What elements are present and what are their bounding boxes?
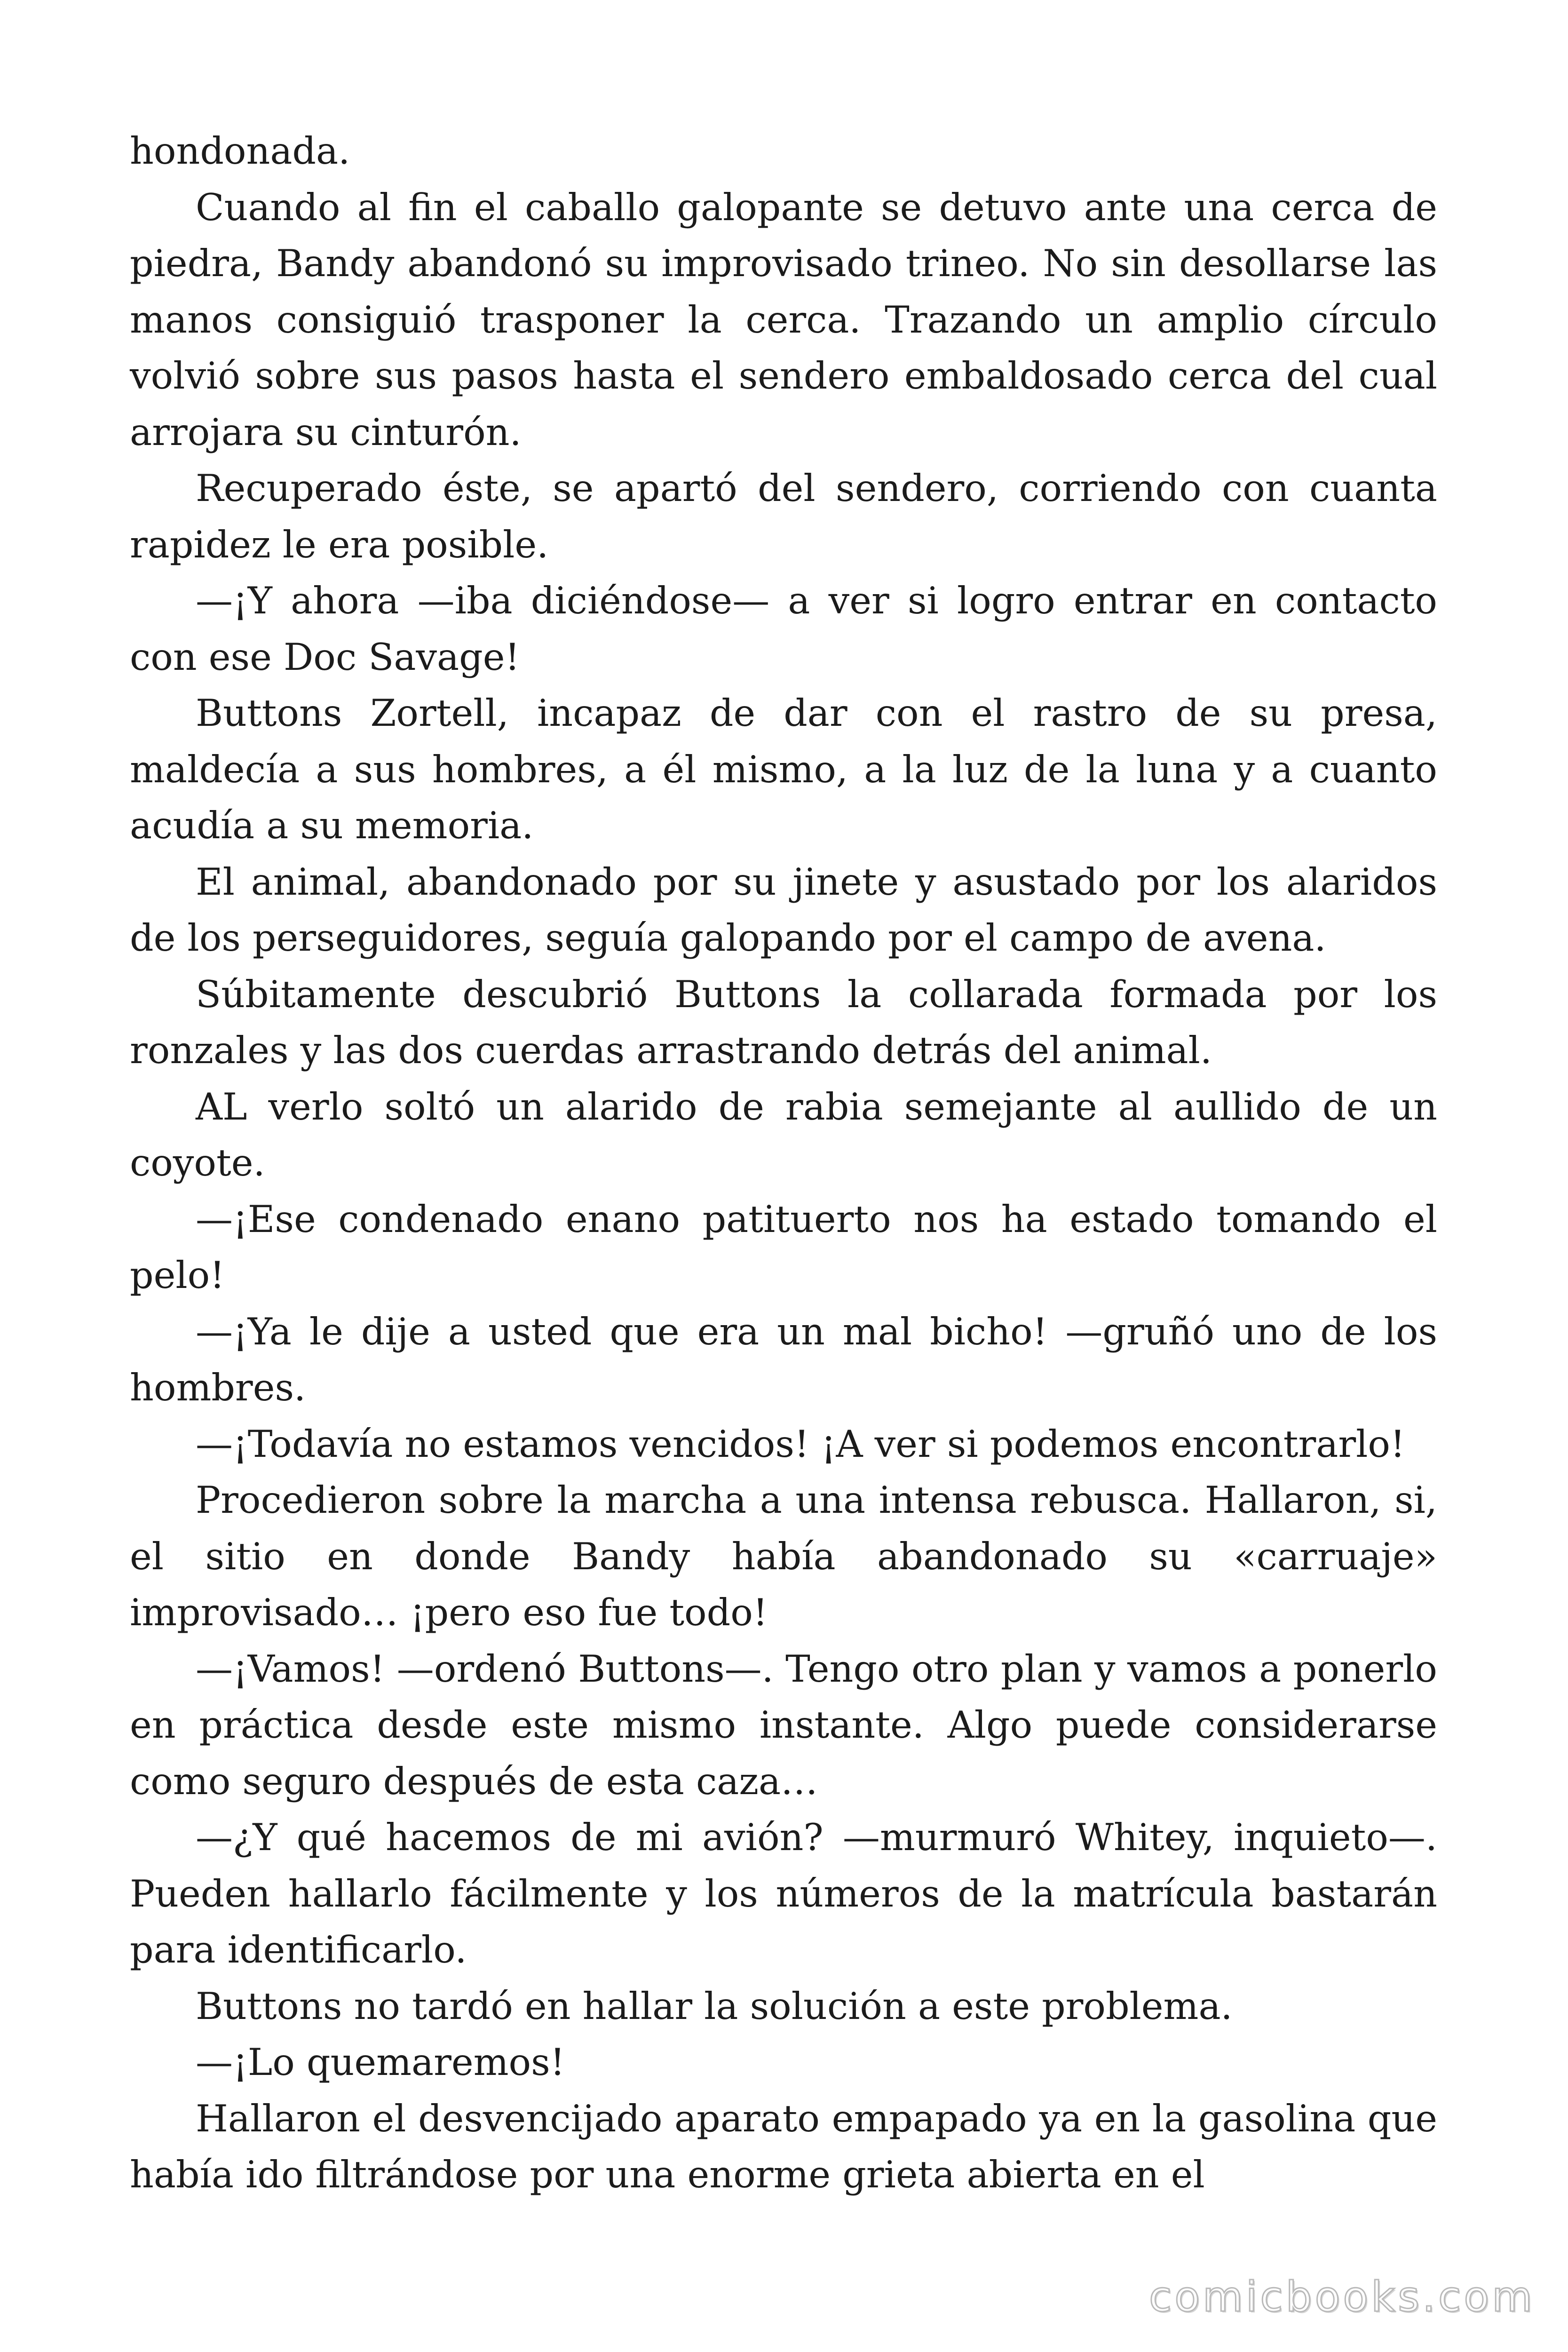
page-text	[130, 123, 1437, 2203]
dialogue-paragraph: —¡Ya le dije a usted que era un mal bicho! —gruñó uno de los hombres.	[130, 1310, 1437, 1409]
dialogue-paragraph: —¡Vamos! —ordenó Buttons—. Tengo otro plan y vamos a ponerlo en práctica desde este mismo instante. Algo puede considerarse como seguro después de esta caza…	[130, 1647, 1437, 1803]
dialogue-paragraph: —¡Todavía no estamos vencidos! ¡A ver si podemos encontrarlo!	[196, 1422, 1405, 1466]
paragraph: AL verlo soltó un alarido de rabia semejante al aullido de un coyote.	[130, 1085, 1437, 1184]
dialogue-paragraph: —¡Y ahora —iba diciéndose— a ver si logro entrar en contacto con ese Doc Savage!	[130, 579, 1437, 679]
paragraph: Cuando al fin el caballo galopante se detuvo ante una cerca de piedra, Bandy abandonó su improvisado trineo. No sin desollarse las manos consiguió trasponer la cerca. Trazando un amplio círculo volvió sobre sus pasos hasta el sendero embaldosado cerca del cual arrojara su cinturón.	[130, 185, 1437, 454]
paragraph: Hallaron el desvencijado aparato empapado ya en la gasolina que había ido filtrándose por una enorme grieta abierta en el	[130, 2097, 1437, 2196]
dialogue-paragraph: —¡Lo quemaremos!	[196, 2041, 565, 2084]
paragraph: El animal, abandonado por su jinete y asustado por los alaridos de los perseguidores, seguía galopando por el campo de avena.	[130, 860, 1437, 960]
paragraph: Buttons Zortell, incapaz de dar con el rastro de su presa, maldecía a sus hombres, a él mismo, a la luz de la luna y a cuanto acudía a su memoria.	[130, 691, 1437, 847]
dialogue-paragraph: —¡Ese condenado enano patituerto nos ha estado tomando el pelo!	[130, 1197, 1437, 1297]
paragraph: Súbitamente descubrió Buttons la collarada formada por los ronzales y las dos cuerdas arrastrando detrás del animal.	[130, 972, 1437, 1072]
dialogue-paragraph: —¿Y qué hacemos de mi avión? —murmuró Whitey, inquieto—. Pueden hallarlo fácilmente y los números de la matrícula bastarán para identificarlo.	[130, 1816, 1437, 1971]
paragraph: Buttons no tardó en hallar la solución a este problema.	[196, 1984, 1233, 2028]
watermark-logo: comicbooks.com	[1148, 2273, 1535, 2321]
paragraph: Procedieron sobre la marcha a una intensa rebusca. Hallaron, si, el sitio en donde Bandy había abandonado su «carruaje» improvisado… ¡pero eso fue todo!	[130, 1478, 1437, 1634]
paragraph: Recuperado éste, se apartó del sendero, corriendo con cuanta rapidez le era posible.	[130, 467, 1437, 566]
paragraph-continuation: hondonada.	[130, 129, 350, 173]
